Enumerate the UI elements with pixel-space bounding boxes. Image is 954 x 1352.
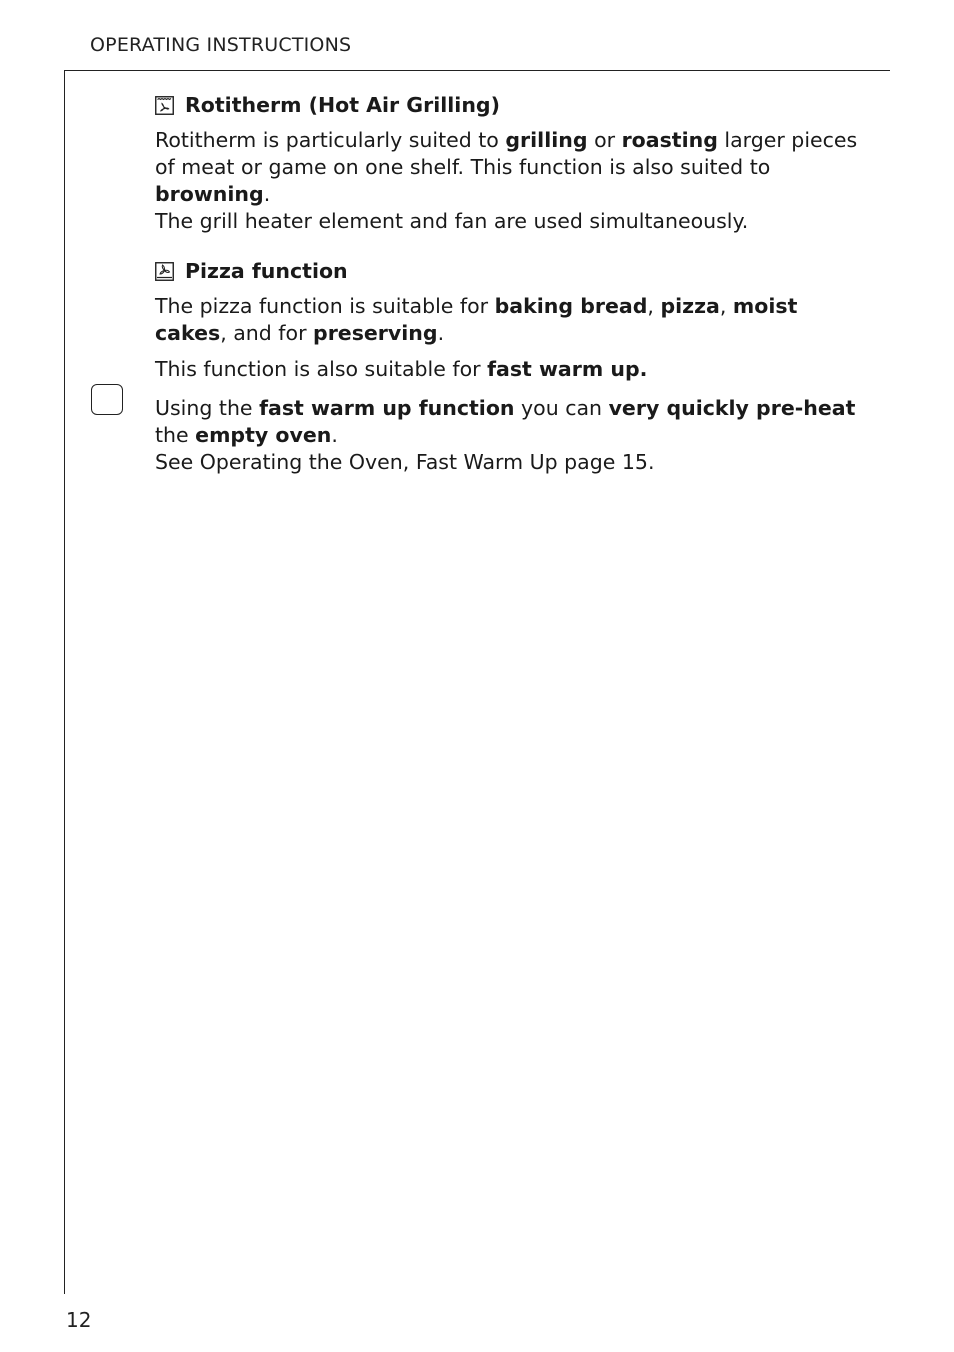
bold-preserving: preserving xyxy=(313,321,438,345)
main-content xyxy=(155,92,867,476)
note-box-icon xyxy=(91,384,123,415)
bold-moist-cakes: moist cakes xyxy=(155,294,798,345)
rotitherm-function-icon xyxy=(155,96,174,115)
text-run: , and for xyxy=(220,321,314,345)
rotitherm-heading xyxy=(155,92,867,119)
header-rule xyxy=(64,70,890,71)
bold-empty-oven: empty oven xyxy=(195,423,332,447)
rotitherm-description xyxy=(155,127,867,235)
text-run: you can xyxy=(514,396,609,420)
pizza-heading xyxy=(155,258,867,285)
text-run: or xyxy=(587,128,622,152)
text-run: , xyxy=(647,294,661,318)
page-number: 12 xyxy=(66,1308,92,1332)
text-run: The pizza function is suitable for xyxy=(155,294,495,318)
pizza-heading-text: Pizza function xyxy=(185,259,348,283)
bold-grilling: grilling xyxy=(505,128,588,152)
pizza-description xyxy=(155,293,867,347)
bold-pizza: pizza xyxy=(660,294,720,318)
text-run: This function is also suitable for xyxy=(155,357,488,381)
text-run: larger pieces of meat or game on one shelf. This function is also suited to xyxy=(155,128,858,179)
text-run: Using the xyxy=(155,396,260,420)
text-run: . xyxy=(437,321,445,345)
bold-fast-warm-up: fast warm up. xyxy=(487,357,648,381)
text-run: , xyxy=(719,294,733,318)
text-run: The grill heater element and fan are used simultaneously. xyxy=(155,209,749,233)
fast-warm-up-note xyxy=(155,395,867,476)
text-run: the xyxy=(155,423,196,447)
text-run: . xyxy=(331,423,338,447)
margin-rule xyxy=(64,70,65,1294)
bold-roasting: roasting xyxy=(621,128,718,152)
bold-browning: browning xyxy=(155,182,264,206)
pizza-function-icon xyxy=(155,262,174,281)
running-header: OPERATING INSTRUCTIONS xyxy=(90,34,352,56)
rotitherm-heading-text: Rotitherm (Hot Air Grilling) xyxy=(185,93,500,117)
pizza-fast-warm-up xyxy=(155,356,867,383)
bold-very-quickly-pre-heat: very quickly pre-heat xyxy=(608,396,856,420)
text-run: . xyxy=(263,182,271,206)
bold-fast-warm-up-function: fast warm up function xyxy=(259,396,515,420)
text-run: Rotitherm is particularly suited to xyxy=(155,128,506,152)
text-run: See Operating the Oven, Fast Warm Up page 15. xyxy=(155,450,655,474)
bold-baking-bread: baking bread xyxy=(494,294,648,318)
